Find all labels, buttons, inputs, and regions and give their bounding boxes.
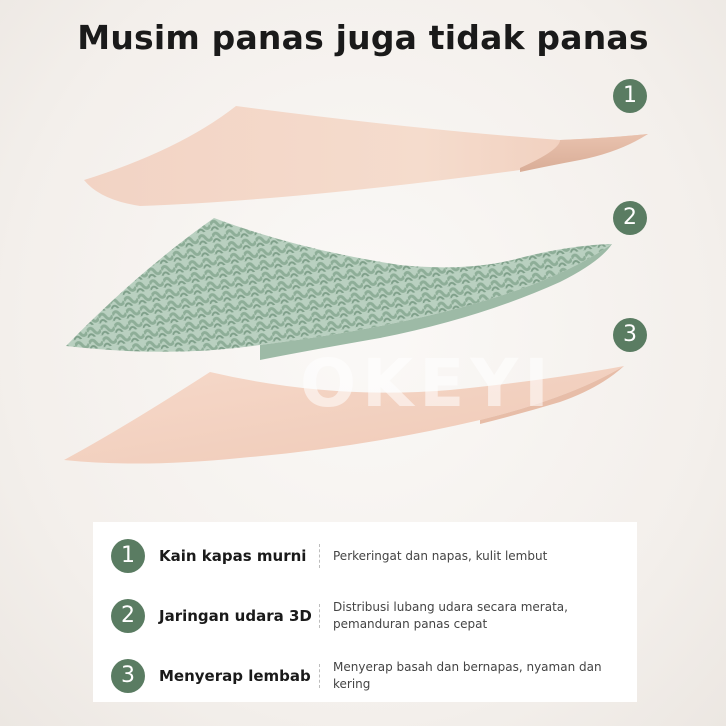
layer-1-cotton-fabric <box>84 106 648 206</box>
divider <box>319 544 320 568</box>
features-card <box>93 522 637 702</box>
feature-name: Jaringan udara 3D <box>159 607 312 625</box>
feature-name: Kain kapas murni <box>159 547 307 565</box>
feature-name: Menyerap lembab <box>159 667 311 685</box>
feature-row <box>93 536 637 576</box>
brand-watermark: OKEYI <box>300 345 555 422</box>
layer-2-air-mesh <box>66 218 612 360</box>
feature-number-badge: 1 <box>111 539 145 573</box>
feature-description: Perkeringat dan napas, kulit lembut <box>333 548 548 563</box>
layer-badge-3: 3 <box>613 318 647 352</box>
feature-row <box>93 656 637 696</box>
feature-row <box>93 596 637 636</box>
feature-number-badge: 3 <box>111 659 145 693</box>
divider <box>319 604 320 628</box>
feature-description: Menyerap basah dan bernapas, nyaman dan kering <box>333 660 602 691</box>
feature-number-badge: 2 <box>111 599 145 633</box>
page-title: Musim panas juga tidak panas <box>77 18 649 57</box>
divider <box>319 664 320 688</box>
layer-badge-1: 1 <box>613 79 647 113</box>
layer-badge-2: 2 <box>613 201 647 235</box>
feature-description: Distribusi lubang udara secara merata, pemanduran panas cepat <box>333 600 568 631</box>
